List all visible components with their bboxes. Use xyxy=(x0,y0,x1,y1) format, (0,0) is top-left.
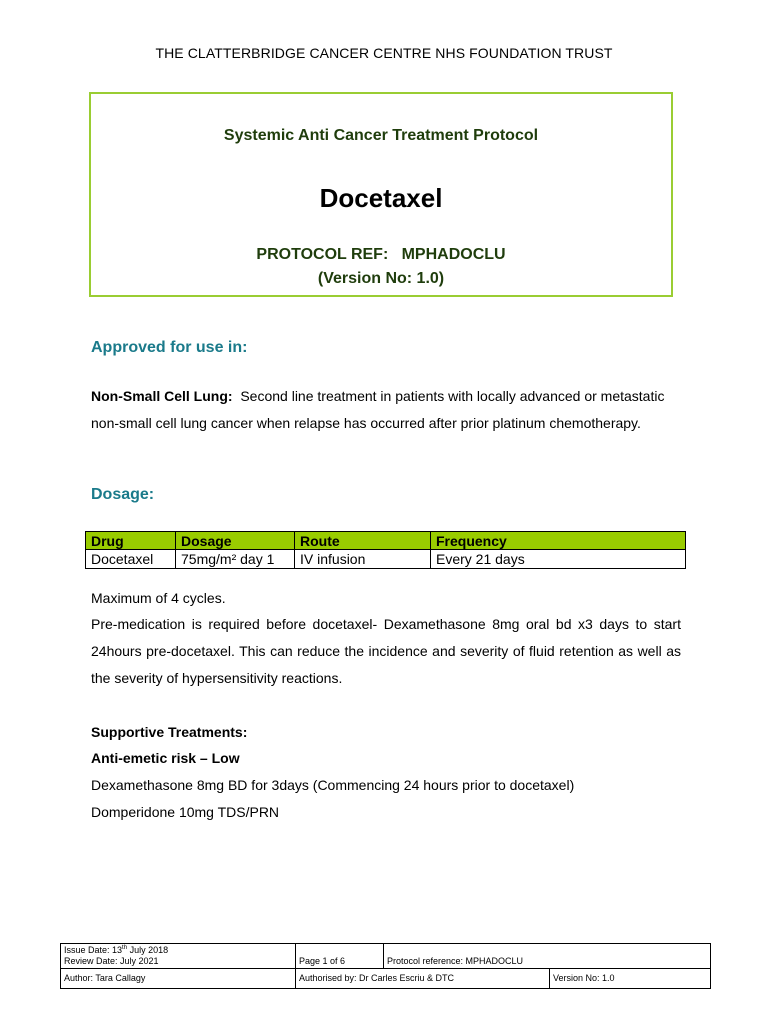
title-box xyxy=(89,92,673,297)
supportive-line-1: Dexamethasone 8mg BD for 3days (Commencing 24 hours prior to docetaxel) xyxy=(91,777,575,793)
document-footer xyxy=(60,943,711,989)
page-number: Page 1 of 6 xyxy=(296,944,384,969)
supportive-line-2: Domperidone 10mg TDS/PRN xyxy=(91,804,280,820)
dosage-heading: Dosage: xyxy=(91,486,155,503)
cell-route: IV infusion xyxy=(295,550,431,569)
antiemetic-risk: Anti-emetic risk – Low xyxy=(91,750,240,766)
footer-version: Version No: 1.0 xyxy=(550,969,711,989)
column-header-dosage: Dosage xyxy=(176,532,295,550)
approved-text: Second line treatment in patients with locally advanced or metastatic non-small cell lung cancer when relapse has occurred after prior platinum chemotherapy. xyxy=(91,388,669,431)
dosage-table-header xyxy=(86,532,686,550)
issue-date: Issue Date: 13th July 2018 xyxy=(64,945,169,955)
footer-row-2 xyxy=(61,969,711,989)
column-header-drug: Drug xyxy=(86,532,176,550)
supportive-heading: Supportive Treatments: xyxy=(91,724,248,740)
page-header-org: THE CLATTERBRIDGE CANCER CENTRE NHS FOUNDATION TRUST xyxy=(155,45,613,61)
premedication-text: Pre-medication is required before docetaxel- Dexamethasone 8mg oral bd x3 days to start 24hours pre-docetaxel. This can reduce the incidence and severity of fluid retention as well as the severity of hypersensitivity reactions. xyxy=(91,616,681,686)
cell-drug: Docetaxel xyxy=(86,550,176,569)
approved-paragraph xyxy=(91,383,681,437)
protocol-ref: PROTOCOL REF: MPHADOCLU xyxy=(256,246,506,263)
cell-dosage: 75mg/m² day 1 xyxy=(176,550,295,569)
footer-protocol-ref: Protocol reference: MPHADOCLU xyxy=(384,944,711,969)
protocol-version: (Version No: 1.0) xyxy=(317,270,445,287)
table-row xyxy=(86,550,686,569)
review-date: Review Date: July 2021 xyxy=(64,956,159,966)
dosage-table xyxy=(85,531,686,569)
cell-frequency: Every 21 days xyxy=(431,550,686,569)
column-header-route: Route xyxy=(295,532,431,550)
max-cycles: Maximum of 4 cycles. xyxy=(91,590,226,606)
footer-author: Author: Tara Callagy xyxy=(61,969,296,989)
approved-heading: Approved for use in: xyxy=(91,339,248,356)
footer-dates xyxy=(61,944,296,969)
footer-row-1 xyxy=(61,944,711,969)
protocol-subtitle: Systemic Anti Cancer Treatment Protocol xyxy=(223,127,539,144)
approved-label: Non-Small Cell Lung: xyxy=(91,388,233,404)
column-header-frequency: Frequency xyxy=(431,532,686,550)
footer-authorised-by: Authorised by: Dr Carles Escriu & DTC xyxy=(296,969,550,989)
drug-title: Docetaxel xyxy=(319,183,443,213)
